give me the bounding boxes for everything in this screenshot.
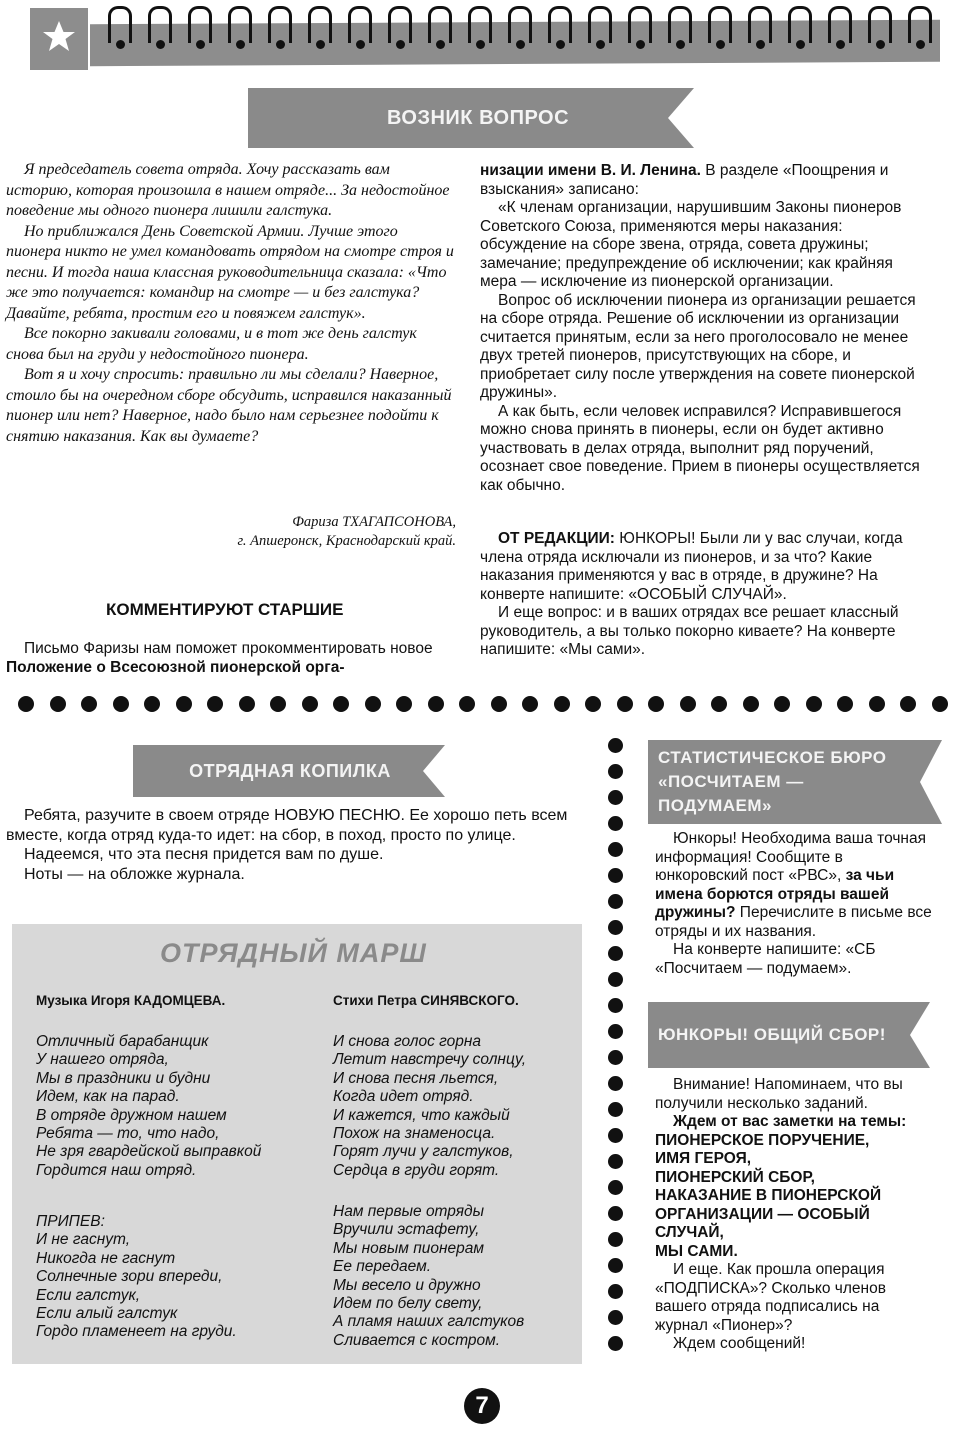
text-line: Ее передаем. [333, 1258, 432, 1276]
right-paragraph: Вопрос об исключении пионера из организации решается на сборе отряда. Решение об исключении из организации считается принятым, если за него проголосовало не менее двух третей пионеров, присутствующих на сборе, и приобретает силу после утверждения на совете пионерской дружины». [480, 291, 916, 401]
binding-hole-icon [916, 40, 925, 49]
text-line: Никогда не гаснут [36, 1249, 176, 1267]
separator-dot-icon [608, 1180, 623, 1195]
text-line: Отличный барабанщик [36, 1033, 209, 1050]
comment-intro: Письмо Фаризы нам поможет прокомментировать новое [24, 640, 433, 657]
separator-dot-icon [680, 696, 696, 712]
separator-dot-icon [608, 1258, 623, 1273]
separator-dot-icon [608, 972, 623, 987]
binding-ring-icon [308, 6, 332, 43]
kopilka-paragraph: Ноты — на обложке журнала. [24, 865, 245, 883]
text-line: У нашего отряда, [36, 1051, 169, 1069]
separator-dot-icon [608, 764, 623, 779]
text-line: Нам первые отряды [333, 1203, 484, 1220]
banner-vopros [248, 88, 668, 148]
separator-dot-icon [144, 696, 160, 712]
banner-kopilka-label: ОТРЯДНАЯ КОПИЛКА [189, 760, 391, 781]
separator-dot-icon [608, 1154, 623, 1169]
star-emblem-icon [30, 8, 88, 70]
binding-hole-icon [316, 40, 325, 49]
separator-dot-icon [81, 696, 97, 712]
binding-ring-icon [228, 6, 252, 43]
separator-dot-icon [608, 738, 623, 753]
separator-dot-icon [113, 696, 129, 712]
separator-dot-icon [608, 842, 623, 857]
text-line: Похож на знаменосца. [333, 1125, 496, 1143]
binding-hole-icon [236, 40, 245, 49]
editorial-label: ОТ РЕДАКЦИИ: [498, 530, 615, 547]
separator-dot-icon [774, 696, 790, 712]
separator-dot-icon [608, 1206, 623, 1221]
banner-stat [648, 740, 920, 824]
text-line: ПИОНЕРСКИЙ СБОР, [655, 1168, 815, 1186]
binding-hole-icon [716, 40, 725, 49]
binding-hole-icon [156, 40, 165, 49]
text-line: Идем, как на парад. [36, 1088, 180, 1106]
binding-ring-icon [588, 6, 612, 43]
comment-text [6, 640, 456, 677]
text-line: Если галстук, [36, 1286, 141, 1304]
binding-hole-icon [356, 40, 365, 49]
separator-dot-icon [365, 696, 381, 712]
binding-ring-icon [708, 6, 732, 43]
binding-ring-icon [628, 6, 652, 43]
letter-paragraph: Я председатель совета отряда. Хочу рассказать вам историю, которая произошла в нашем отряде... За недостойное поведение мы одного пионера лишили галстука. [6, 161, 450, 219]
separator-dot-icon [608, 894, 623, 909]
stat-p2: На конверте напишите: «СБ «Посчитаем — подумаем». [655, 941, 876, 977]
text-line: Сердца в груди горят. [333, 1161, 500, 1179]
binding-hole-icon [196, 40, 205, 49]
separator-dot-icon [608, 816, 623, 831]
binding-hole-icon [676, 40, 685, 49]
editorial-p1: ЮНКОРЫ! Были ли у вас случаи, когда члена отряда исключали из пионеров, и за что? Какие наказания применяются у вас в отряде, в дружине? На конверте напишите: «ОСОБЫЙ СЛУЧАЙ». [480, 530, 903, 603]
binding-hole-icon [436, 40, 445, 49]
stat-text [655, 830, 933, 978]
banner-vopros-label: ВОЗНИК ВОПРОС [386, 106, 570, 129]
text-line: И кажется, что каждый [333, 1106, 510, 1124]
stat-p1c: Перечислите в письме все отряды и их названия. [655, 904, 932, 940]
separator-dot-icon [617, 696, 633, 712]
binding-ring-icon [828, 6, 852, 43]
separator-dot-icon [302, 696, 318, 712]
separator-dot-icon [711, 696, 727, 712]
separator-dot-icon [608, 1232, 623, 1247]
binding-hole-icon [516, 40, 525, 49]
text-line: Сливается с костром. [333, 1331, 501, 1349]
binding-ring-icon [188, 6, 212, 43]
separator-dot-icon [743, 696, 759, 712]
right-paragraph: «К членам организации, нарушившим Законы пионеров Советского Союза, применяются меры наказания: обсуждение на сборе звена, отряда, совета дружины; замечание; предупреждение об исключении; как крайняя мера — исключение из пионерской организации. [480, 199, 902, 290]
binding-ring-icon [668, 6, 692, 43]
sbor-p4: Ждем сообщений! [673, 1335, 806, 1352]
text-line: Мы в праздники и будни [36, 1069, 211, 1087]
binding-ring-icon [468, 6, 492, 43]
letter-text [6, 160, 456, 447]
letter-author: Фариза ТХАГАПСОНОВА, [292, 514, 456, 530]
binding-hole-icon [116, 40, 125, 49]
text-line: И не гаснут, [36, 1231, 131, 1249]
text-line: Гордо пламенеет на груди. [36, 1323, 237, 1341]
banner-stat-line2: «ПОСЧИТАЕМ — ПОДУМАЕМ» [658, 772, 804, 815]
song-verse-1 [36, 1033, 261, 1180]
separator-dot-icon [608, 868, 623, 883]
binding-ring-icon [388, 6, 412, 43]
binding-hole-icon [836, 40, 845, 49]
separator-dot-icon [270, 696, 286, 712]
text-line: ИМЯ ГЕРОЯ, [655, 1150, 752, 1167]
separator-dot-icon [608, 946, 623, 961]
separator-dot-icon [207, 696, 223, 712]
separator-dot-icon [608, 998, 623, 1013]
sbor-text [655, 1076, 933, 1354]
binding-ring-icon [908, 6, 932, 43]
separator-dot-icon [608, 1024, 623, 1039]
sbor-p3: И еще. Как прошла операция «ПОДПИСКА»? Сколько членов вашего отряда подписались на журнал «Пионер»? [655, 1261, 886, 1334]
binding-hole-icon [636, 40, 645, 49]
separator-dot-icon [428, 696, 444, 712]
separator-dot-icon [176, 696, 192, 712]
separator-dot-icon [396, 696, 412, 712]
text-line: А пламя наших галстуков [333, 1313, 525, 1331]
text-line: Ребята — то, что надо, [36, 1125, 220, 1143]
editorial-p2: И еще вопрос: и в ваших отрядах все решает классный руководитель, а вы только покорно киваете? На конверте напишите: «Мы сами». [480, 604, 899, 658]
separator-dot-icon [608, 1102, 623, 1117]
binding-ring-icon [748, 6, 772, 43]
right-column-text [480, 162, 932, 495]
text-line: Мы новым пионерам [333, 1239, 484, 1257]
text-line: И снова песня льется, [333, 1069, 499, 1087]
right-p1-bold: низации имени В. И. Ленина. [480, 162, 701, 179]
song-verse-2 [333, 1033, 526, 1180]
text-line: ПИОНЕРСКОЕ ПОРУЧЕНИЕ, [655, 1131, 870, 1149]
song-music-credit: Музыка Игоря КАДОМЦЕВА. [36, 993, 226, 1008]
right-p1-rest: В разделе «Поощрения и взыскания» записано: [480, 162, 889, 198]
binding-hole-icon [556, 40, 565, 49]
separator-dot-icon [554, 696, 570, 712]
banner-stat-line1: СТАТИСТИЧЕСКОЕ БЮРО [658, 748, 887, 768]
banner-sbor-label: ЮНКОРЫ! ОБЩИЙ СБОР! [658, 1025, 886, 1044]
song-lyrics-credit: Стихи Петра СИНЯВСКОГО. [333, 993, 519, 1008]
separator-dot-icon [18, 696, 34, 712]
letter-paragraph: Но приближался День Советской Армии. Лучше этого пионера никто не умел командовать отрядом на смотре строя и песни. И тогда наша классная руководительница сказала: «Что же это получается: командир на смотре — и без галстука? Давайте, ребята, простим его и повяжем галстук». [6, 222, 454, 322]
separator-dot-icon [608, 1050, 623, 1065]
separator-dot-icon [491, 696, 507, 712]
text-line: И снова голос горна [333, 1033, 481, 1050]
comment-intro-bold: Положение о Всесоюзной пионерской орга- [6, 658, 345, 676]
separator-dot-icon [608, 1310, 623, 1325]
text-line: Если алый галстук [36, 1305, 178, 1323]
letter-signature [150, 513, 456, 551]
separator-dot-icon [608, 1284, 623, 1299]
sbor-topics [655, 1132, 933, 1262]
banner-kopilka [133, 745, 423, 797]
text-line: НАКАЗАНИЕ В ПИОНЕРСКОЙ ОРГАНИЗАЦИИ — ОСОБЫЙ СЛУЧАЙ, [655, 1187, 882, 1241]
letter-paragraph: Вот я и хочу спросить: правильно ли мы сделали? Наверное, стоило бы на очередном сборе обсудить, исправился наказанный пионер или нет? Наверное, надо было нам серьезнее подойти к снятию наказания. Как вы думаете? [6, 366, 452, 445]
text-line: Гордится наш отряд. [36, 1161, 197, 1179]
separator-dot-icon [459, 696, 475, 712]
binding-hole-icon [796, 40, 805, 49]
binding-hole-icon [876, 40, 885, 49]
separator-dot-icon [932, 696, 948, 712]
song-title: ОТРЯДНЫЙ МАРШ [160, 938, 427, 968]
kopilka-paragraph: Ребята, разучите в своем отряде НОВУЮ ПЕСНЮ. Ее хорошо петь всем вместе, когда отряд куда-то идет: на сбор, в поход, просто по улице. [6, 807, 568, 844]
separator-dot-icon [900, 696, 916, 712]
binding-ring-icon [348, 6, 372, 43]
sbor-p1: Внимание! Напоминаем, что вы получили несколько заданий. [655, 1076, 903, 1112]
separator-dot-icon [608, 1076, 623, 1091]
kopilka-paragraph: Надеемся, что эта песня придется вам по душе. [24, 846, 384, 863]
text-line: Когда идет отряд. [333, 1088, 474, 1106]
text-line: МЫ САМИ. [655, 1242, 738, 1260]
comment-heading: КОММЕНТИРУЮТ СТАРШИЕ [106, 600, 344, 619]
separator-dot-icon [50, 696, 66, 712]
separator-dot-icon [869, 696, 885, 712]
banner-sbor [648, 1002, 910, 1068]
letter-paragraph: Все покорно закивали головами, и в тот же день галстук снова был на груди у недостойного пионера. [6, 325, 417, 363]
text-line: Солнечные зори впереди, [36, 1268, 223, 1286]
stat-p1a: Юнкоры! Необходима ваша точная информация! Сообщите в юнкоровский пост «РВС», [655, 830, 927, 884]
binding-ring-icon [548, 6, 572, 43]
binding-ring-icon [788, 6, 812, 43]
editorial-note [480, 530, 932, 660]
text-line: Вручили эстафету, [333, 1221, 480, 1239]
page-number: 7 [464, 1388, 500, 1424]
separator-dot-icon [239, 696, 255, 712]
binding-hole-icon [596, 40, 605, 49]
binding-hole-icon [276, 40, 285, 49]
separator-dot-icon [585, 696, 601, 712]
separator-dot-icon [522, 696, 538, 712]
separator-dot-icon [608, 790, 623, 805]
text-line: Мы весело и дружно [333, 1276, 481, 1294]
separator-dot-icon [837, 696, 853, 712]
text-line: Идем по белу свету, [333, 1295, 483, 1313]
binding-hole-icon [396, 40, 405, 49]
separator-dot-icon [333, 696, 349, 712]
binding-hole-icon [756, 40, 765, 49]
text-line: ПРИПЕВ: [36, 1213, 105, 1230]
binding-ring-icon [108, 6, 132, 43]
text-line: Горят лучи у галстуков, [333, 1143, 514, 1161]
letter-place: г. Апшеронск, Краснодарский край. [237, 533, 456, 549]
stat-p1b: за чьи имена борются отряды вашей дружины? [655, 867, 895, 921]
binding-ring-icon [428, 6, 452, 43]
separator-dot-icon [608, 1336, 623, 1351]
separator-dot-icon [608, 1128, 623, 1143]
text-line: Не зря гвардейской выправкой [36, 1143, 262, 1161]
separator-dot-icon [608, 920, 623, 935]
song-verse-3 [333, 1203, 524, 1350]
text-line: Летит навстречу солнцу, [333, 1051, 527, 1069]
binding-ring-icon [268, 6, 292, 43]
binding-ring-icon [148, 6, 172, 43]
song-chorus [36, 1213, 237, 1342]
kopilka-text [6, 806, 586, 884]
right-paragraph: А как быть, если человек исправился? Исправившегося можно снова принять в пионеры, если он будет активно участвовать в делах отряда, выполнит ряд поручений, осознает свое поведение. Прием в пионеры осуществляется как обычно. [480, 402, 920, 494]
separator-dot-icon [806, 696, 822, 712]
text-line: В отряде дружном нашем [36, 1106, 227, 1124]
binding-ring-icon [508, 6, 532, 43]
binding-ring-icon [868, 6, 892, 43]
separator-dot-icon [648, 696, 664, 712]
binding-hole-icon [476, 40, 485, 49]
sbor-p2: Ждем от вас заметки на темы: [673, 1113, 907, 1130]
